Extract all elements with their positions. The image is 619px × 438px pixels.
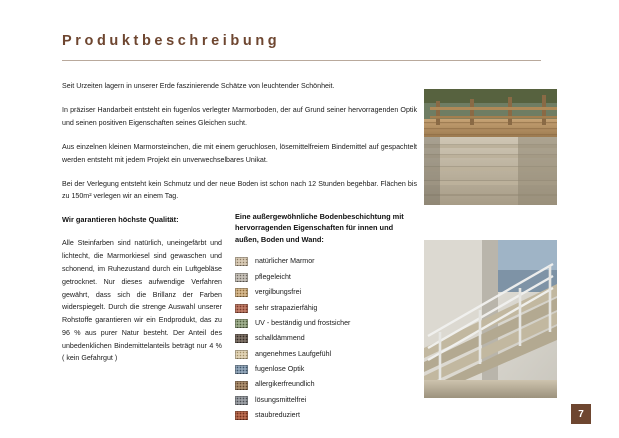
page-number-badge: 7 bbox=[571, 404, 591, 424]
intro-paragraph: In präziser Handarbeit entsteht ein fugenlos verlegter Marmorboden, der auf Grund seiner hervorragenden Optik und seinen positiven Eigenschaften seines Gleichen sucht. bbox=[62, 106, 417, 127]
marble-swatch-icon bbox=[235, 396, 248, 405]
feature-label: staubreduziert bbox=[255, 411, 300, 420]
stone-staircase-exterior-photo bbox=[424, 89, 557, 205]
list-item bbox=[235, 350, 417, 359]
marble-swatch-icon bbox=[235, 365, 248, 374]
list-item bbox=[235, 365, 417, 374]
feature-label: angenehmes Laufgefühl bbox=[255, 349, 332, 358]
marble-swatch-icon bbox=[235, 350, 248, 359]
features-column bbox=[235, 211, 417, 427]
quality-heading: Wir garantieren höchste Qualität: bbox=[62, 215, 179, 224]
marble-swatch-icon bbox=[235, 288, 248, 297]
list-item bbox=[235, 396, 417, 405]
marble-swatch-icon bbox=[235, 381, 248, 390]
intro-paragraph: Bei der Verlegung entsteht kein Schmutz und der neue Boden ist schon nach 12 Stunden begehbar. Flächen bis zu 150m² verlegen wir an einem Tag. bbox=[62, 180, 417, 201]
marble-swatch-icon bbox=[235, 411, 248, 420]
list-item bbox=[235, 334, 417, 343]
marble-swatch-icon bbox=[235, 257, 248, 266]
feature-label: fugenlose Optik bbox=[255, 365, 305, 374]
page-title: Produktbeschreibung bbox=[62, 33, 281, 49]
intro-paragraph: Seit Urzeiten lagern in unserer Erde faszinierende Schätze von leuchtender Schönheit. bbox=[62, 82, 335, 90]
marble-swatch-icon bbox=[235, 319, 248, 328]
feature-label: lösungsmittelfrei bbox=[255, 395, 307, 404]
marble-swatch-icon bbox=[235, 304, 248, 313]
photo-top-graphic bbox=[424, 89, 557, 205]
marble-swatch-icon bbox=[235, 334, 248, 343]
feature-list bbox=[235, 257, 417, 420]
page-title-wrap bbox=[62, 33, 562, 49]
quality-body: Alle Steinfarben sind natürlich, uneingefärbt und lichtecht, die Marmorkiesel sind gewaschen und schonend, im Ruhezustand durch ein Luftgebläse getrocknet. Nur dieses aufwendige Verfahren gewährt, dass sich die Brillanz der Farben widerspiegelt. Durch die strenge Auswahl unserer Rohstoffe garantieren wir ein Endprodukt, das zu 96 % aus purer Natur besteht. Der Anteil des unbedenklichen Bindemittelanteils beträgt nur 4 % ( kein Gefahrgut ) bbox=[62, 239, 222, 363]
features-heading: Eine außergewöhnliche Bodenbeschichtung mit hervorragenden Eigenschaften für innen und außen, Boden und Wand: bbox=[235, 212, 404, 244]
feature-label: pflegeleicht bbox=[255, 272, 291, 281]
feature-label: natürlicher Marmor bbox=[255, 257, 315, 266]
marble-swatch-icon bbox=[235, 273, 248, 282]
feature-label: allergikerfreundlich bbox=[255, 380, 315, 389]
staircase-with-railing-photo bbox=[424, 240, 557, 398]
title-divider bbox=[62, 60, 541, 61]
quality-column bbox=[62, 214, 222, 365]
list-item bbox=[235, 288, 417, 297]
intro-paragraph: Aus einzelnen kleinen Marmorsteinchen, die mit einem geruchlosen, lösemittelfreiem Bindemittel auf gespachtelt werden entsteht mit jedem Projekt ein unverwechselbares Unikat. bbox=[62, 143, 417, 164]
photo-bottom-graphic bbox=[424, 240, 557, 398]
feature-label: UV - beständig und frostsicher bbox=[255, 318, 351, 327]
list-item bbox=[235, 381, 417, 390]
feature-label: sehr strapazierfähig bbox=[255, 303, 318, 312]
list-item bbox=[235, 411, 417, 420]
feature-label: vergilbungsfrei bbox=[255, 288, 302, 297]
list-item bbox=[235, 304, 417, 313]
intro-text-block bbox=[62, 80, 417, 203]
feature-label: schalldämmend bbox=[255, 334, 305, 343]
list-item bbox=[235, 319, 417, 328]
list-item bbox=[235, 273, 417, 282]
list-item bbox=[235, 257, 417, 266]
